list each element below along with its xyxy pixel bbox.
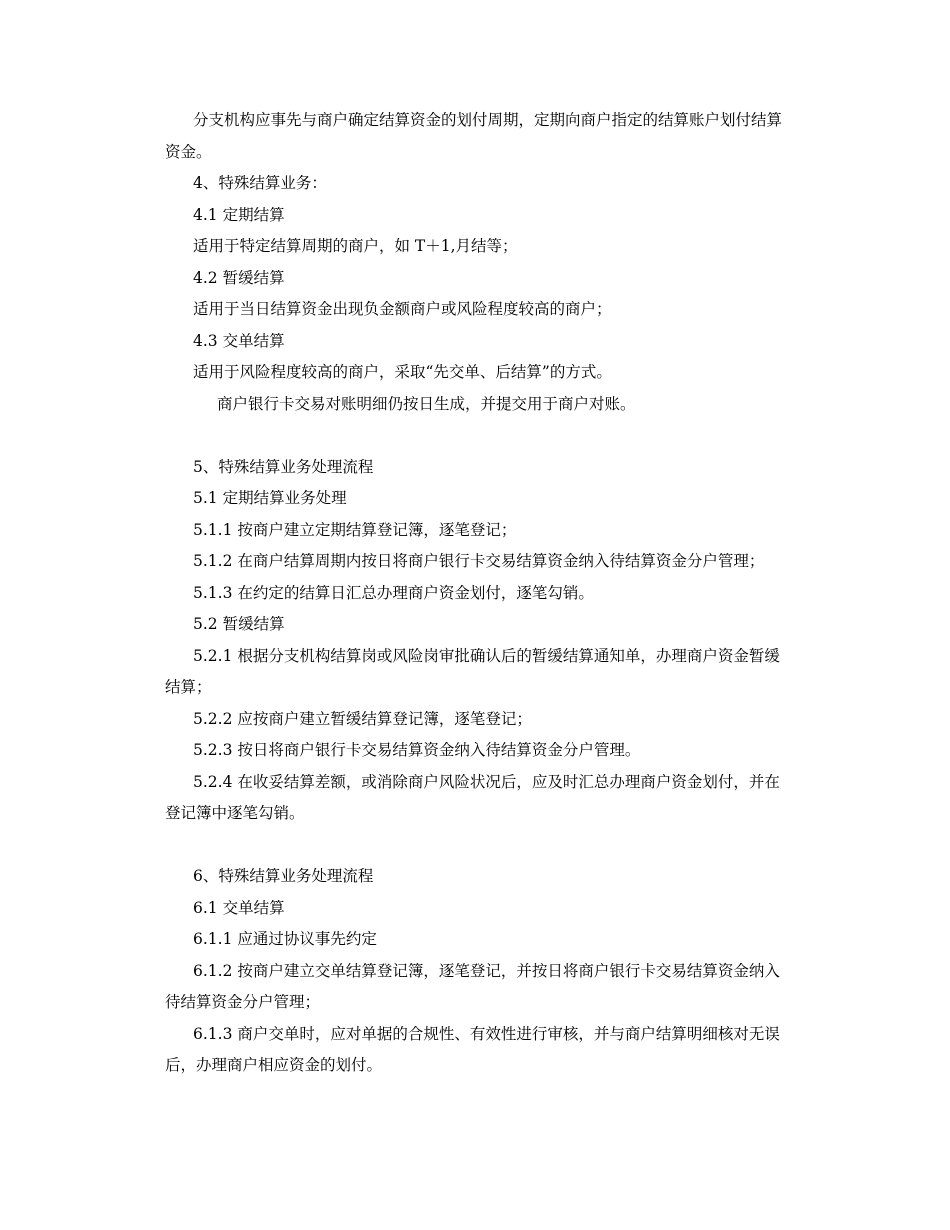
- section-heading: 5、特殊结算业务处理流程: [193, 457, 374, 476]
- spacer: [165, 830, 790, 862]
- list-item: 6.1.2 按商户建立交单结算登记簿，逐笔登记，并按日将商户银行卡交易结算资金纳入待结算资金分户管理；: [165, 961, 780, 1011]
- list-item: 5.2.1 根据分支机构结算岗或风险岗审批确认后的暂缓结算通知单，办理商户资金暂缓结算；: [165, 646, 780, 696]
- list-item: 5.2.4 在收妥结算差额，或消除商户风险状况后，应及时汇总办理商户资金划付，并在登记簿中逐笔勾销。: [165, 772, 780, 822]
- subsection-heading: 5.2 暂缓结算: [193, 615, 285, 633]
- list-item: 5.2.3 按日将商户银行卡交易结算资金纳入待结算资金分户管理。: [193, 741, 641, 759]
- paragraph: 适用于当日结算资金出现负金额商户或风险程度较高的商户；: [193, 300, 612, 318]
- subsection-heading: 4.3 交单结算: [193, 331, 285, 350]
- subsection-heading: 4.2 暂缓结算: [193, 268, 285, 287]
- list-item: 5.1.3 在约定的结算日汇总办理商户资金划付，逐笔勾销。: [193, 583, 594, 602]
- subsection-heading: 6.1 交单结算: [193, 898, 285, 917]
- list-item: 5.1.1 按商户建立定期结算登记簿，逐笔登记；: [193, 520, 517, 539]
- subsection-heading: 4.1 定期结算: [193, 205, 285, 224]
- paragraph: 商户银行卡交易对账明细仍按日生成，并提交用于商户对账。: [217, 394, 636, 413]
- list-item: 5.2.2 应按商户建立暂缓结算登记簿，逐笔登记；: [193, 709, 532, 728]
- paragraph: 分支机构应事先与商户确定结算资金的划付周期，定期向商户指定的结算账户划付结算资金。: [165, 111, 783, 161]
- section-heading: 6、特殊结算业务处理流程: [193, 867, 374, 885]
- list-item: 5.1.2 在商户结算周期内按日将商户银行卡交易结算资金纳入待结算资金分户管理；: [193, 552, 765, 570]
- paragraph: 适用于风险程度较高的商户，采取“先交单、后结算”的方式。: [193, 363, 612, 381]
- list-item: 6.1.1 应通过协议事先约定: [193, 930, 377, 948]
- spacer: [165, 420, 790, 452]
- subsection-heading: 5.1 定期结算业务处理: [193, 489, 347, 507]
- section-heading: 4、特殊结算业务：: [193, 174, 327, 192]
- paragraph: 适用于特定结算周期的商户，如 T＋1,月结等；: [193, 237, 518, 255]
- list-item: 6.1.3 商户交单时，应对单据的合规性、有效性进行审核，并与商户结算明细核对无误后，办理商户相应资金的划付。: [165, 1024, 780, 1074]
- document-body: [165, 105, 790, 1082]
